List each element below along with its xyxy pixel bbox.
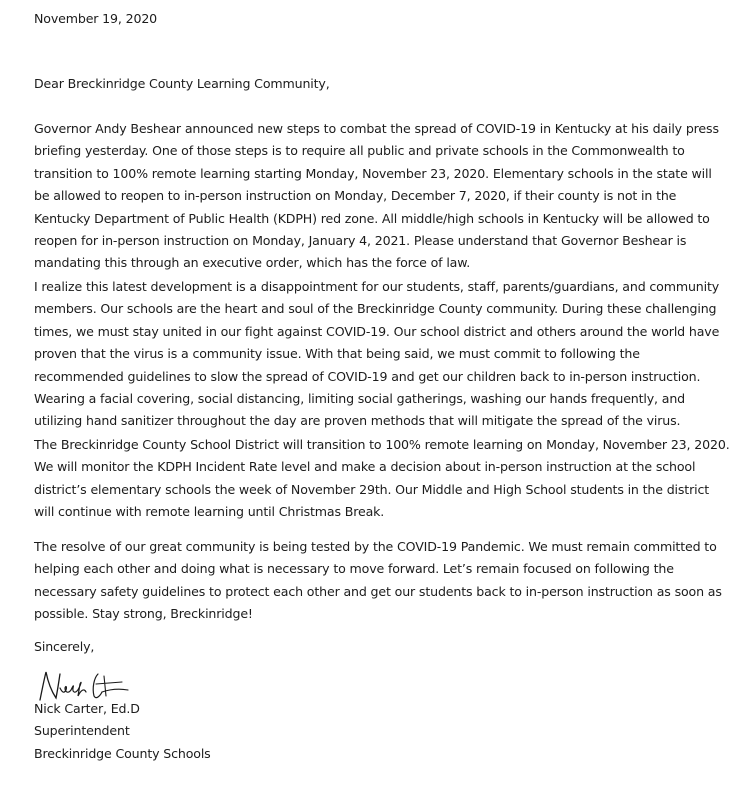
letter (34, 8, 730, 761)
paragraph-2: I realize this latest development is a disappointment for our students, staff, parents/guardians, and community members. Our schools are the heart and soul of the Breckinridge County community. During these challenging times, we must stay united in our fight against COVID-19. Our school district and others around the world have proven that the virus is a community issue. With that being said, we must commit to following the recommended guidelines to slow the spread of COVID-19 and get our children back to in-person instruction. Wearing a facial covering, social distancing, limiting social gatherings, washing our hands frequently, and utilizing hand sanitizer throughout the day are proven methods that will mitigate the spread of the virus. (34, 279, 720, 429)
letter-greeting: Dear Breckinridge County Learning Community, (34, 76, 330, 91)
letter-date: November 19, 2020 (34, 11, 158, 26)
signer-name: Nick Carter, Ed.D (34, 701, 140, 716)
signature-block (34, 698, 211, 765)
paragraph-4: The resolve of our great community is being tested by the COVID-19 Pandemic. We must remain committed to helping each other and doing what is necessary to move forward. Let’s remain focused on following the necessary safety guidelines to protect each other and get our students back to in-person instruction as soon as possible. Stay strong, Breckinridge! (34, 539, 722, 622)
paragraph-1: Governor Andy Beshear announced new steps to combat the spread of COVID-19 in Kentucky at his daily press briefing yesterday. One of those steps is to require all public and private schools in the Commonwealth to transition to 100% remote learning starting Monday, November 23, 2020. Elementary schools in the state will be allowed to reopen to in-person instruction on Monday, December 7, 2020, if their county is not in the Kentucky Department of Public Health (KDPH) red zone. All middle/high schools in Kentucky will be allowed to reopen for in-person instruction on Monday, January 4, 2021. Please understand that Governor Beshear is mandating this through an executive order, which has the force of law. (34, 121, 719, 271)
signer-title: Superintendent (34, 723, 130, 739)
letter-closing: Sincerely, (34, 639, 95, 654)
signer-organization: Breckinridge County Schools (34, 745, 211, 761)
paragraph-3: The Breckinridge County School District will transition to 100% remote learning on Monday, November 23, 2020. We will monitor the KDPH Incident Rate level and make a decision about in-person instruction at the school district’s elementary schools the week of November 29th. Our Middle and High School students in the district will continue with remote learning until Christmas Break. (34, 437, 730, 520)
